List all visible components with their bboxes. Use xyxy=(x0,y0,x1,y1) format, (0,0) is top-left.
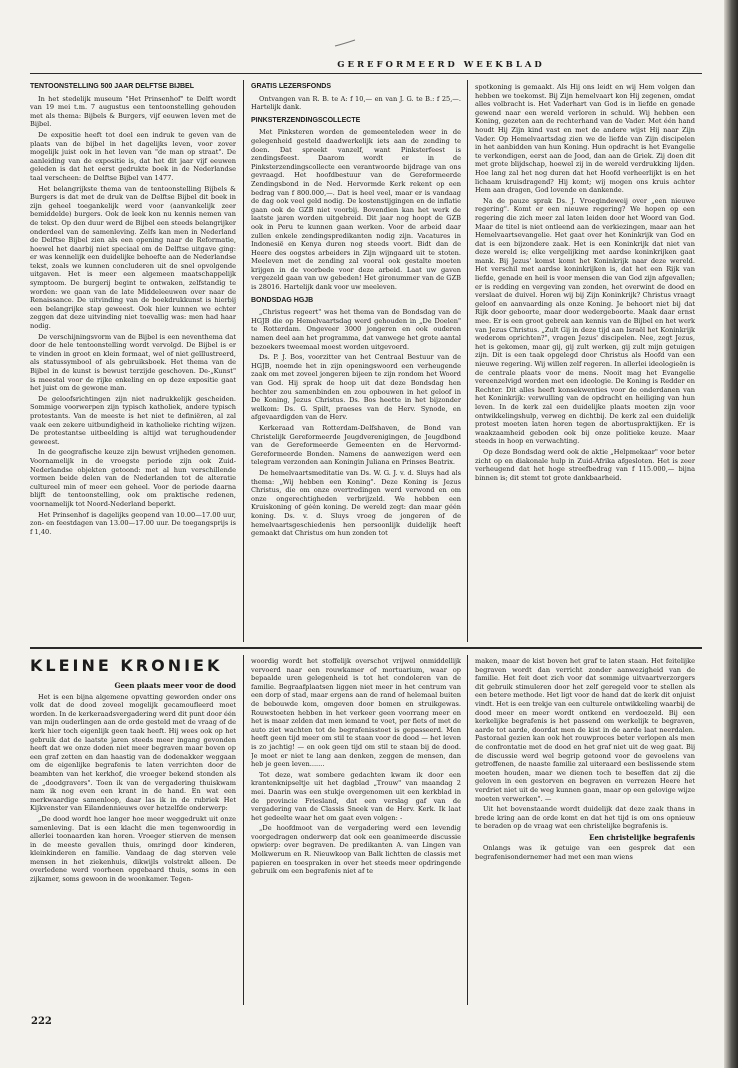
kroniek-paragraph: „De hoofdmoot van de vergadering werd een levendig voorgedragen onderwerp dat ook een geanimeerde discussie opwierp: over begraven. De predikanten A. van Lingen van Molkwerum en R. Nieuwkoop van Balk lichtten de classis met papieren en toespraken in over het steeds meer opdringende gebruik om een begrafenis niet af te xyxy=(251,824,461,876)
collection-paragraph: Met Pinksteren worden de gemeenteleden weer in de gelegenheid gesteld daadwerkelijk iets aan de zending te doen. Dat spreekt vanzelf, want Pinksterfeest is zendingsfeest. Daarom wordt er in de Pinksterzendingscollecte een verantwoorde bijdrage van ons gevraagd. Het hoofdbestuur van de Gereformeerde Zendingsbond in de Ned. Hervormde Kerk rekent op een bedrag van f 800.000,—. Dat is heel veel, maar er is vandaag de dag ook veel geld nodig. De kostenstijgingen en de inflatie gaan ook de GZB niet voorbij. Bovendien kan het werk de laatste jaren worden uitgebreid. Dit jaar nog hoopt de GZB ook in Peru te kunnen gaan werken. Voor de arbeid daar zullen enkele zendingspredikanten nodig zijn. Vacatures in Indonesië en Kenya duren nog steeds voort. Bidt dan de Heere des oogstes arbeiders in Zijn wijngaard uit te stoten. Meeleven met de zending zal vooral ook gestalte moeten krijgen in de voorbede voor deze arbeid. Laat uw gaven vergezeld gaan van uw gebeden! Het gironummer van de GZB is 28016. Hartelijk dank voor uw meeleven. xyxy=(251,128,461,292)
kroniek-paragraph: Het is een bijna algemene opvatting geworden onder ons volk dat de dood zoveel mogelijk gecamoufleerd moet worden. In de kerkeraadsvergadering werd dit punt door één van mijn ouderlingen aan de orde gesteld met de vraag of de kerk hier toch eigenlijk geen taak heeft. Hij wees ook op het gebruik dat de laatste jaren steeds meer ingang gevonden heeft dat we onze doden niet meer begraven maar boven op een graf zetten en dan haastig van de dodenakker weggaan om de eigenlijke begrafenis te laten verrichten door de beambten van het kerkhof, die vroeger bekend stonden als de „doodgravers". Toen ik van de vergadering thuiskwam nam ik nog even een krant in de hand. En wat een merkwaardige samenloop, daar las ik in de rubriek Het Kijkvenster van Eilandennieuws over hetzelfde onderwerp: xyxy=(30,692,236,813)
collection-title: PINKSTERZENDINGSCOLLECTE xyxy=(251,116,361,124)
exhibition-paragraph: In het stedelijk museum "Het Prinsenhof" te Delft wordt van 19 mei t.m. 7 augustus een tentoonstelling gehouden met als thema: Bijbels & Burgers, vijf eeuwen leven met de Bijbel. xyxy=(30,94,236,129)
kroniek-paragraph: woordig wordt het stoffelijk overschot vrijwel onmiddellijk vervoerd naar een rouwkamer of mortuarium, waar op bepaalde uren gelegenheid is tot het condoleren van de familie. Begraafplaatsen liggen niet meer in het centrum van een dorp of stad, maar ergens aan de rand of helemaal buiten de bebouwde kom, omgeven door bomen en struikgewas. Rouwstoeten hebben in het verkeer geen voorrang meer en het is maar zelden dat men iemand te voet, per fiets of met de auto ziet wachten tot de begrafenisstoet is gepasseerd. Men heeft geen tijd meer om stil te staan voor de dood — het leven is zo jachtig! — en ook geen tijd om stil te staan bij de dood. Je moet er niet te lang aan denken, zeggen de mensen, dan heb je geen leven....... xyxy=(251,657,461,769)
kroniek-subheading: Een christelijke begrafenis xyxy=(589,832,695,842)
book-spine-shadow xyxy=(724,0,738,1068)
section-rule xyxy=(30,647,702,649)
pen-mark-icon xyxy=(333,38,357,48)
bondsdag-paragraph: Ds. P. J. Bos, voorzitter van het Centraal Bestuur van de HGJB, noemde het in zijn openingswoord een verheugende zaak om met zoveel jongeren bijeen te zijn rondom het Woord van God. Hij sprak de hoop uit dat deze Bondsdag hen hechter zou samenbinden en zou opbouwen in het geloof in De Koning, Jezus Christus. Ds. Bos heette in het bijzonder welkom: Ds. G. Spilt, praeses van de Herv. Synode, en afgevaardigden van de Herv. xyxy=(251,353,461,422)
column-kroniek-c xyxy=(475,657,695,1005)
kroniek-subtitle: Geen plaats meer voor de dood xyxy=(114,681,236,690)
bondsdag-title: BONDSDAG HGJB xyxy=(251,296,314,304)
fund-paragraph: Ontvangen van R. B. te A: f 10,— en van J. G. te B.: f 25,—. Hartelijk dank. xyxy=(251,94,461,112)
kroniek-paragraph: maken, maar de kist boven het graf te laten staan. Het feitelijke begraven wordt dan verricht zonder aanwezigheid van de familie. Het feit doet zich voor dat sommige uitvaartverzorgers dit gebruik stimuleren door het zelf geregeld voor te stellen als een betere methode. Het ligt voor de hand dat de kerk dit onjuist vindt. Het is een trekje van een culturele ontwikkeling waarbij de dood meer en meer wordt ontkend en verdoezeld. Bij een kerkelijke begrafenis is het passend om werkelijk te begraven, aarde tot aarde, doordat men de kist in de aarde laat neerdalen. Pastoraal gezien kan ook het rouwproces beter verlopen als men de confrontatie met de dood en het graf niet uit de weg gaat. Bij de discussie werd wel begrip getoond voor de gevoelens van getroffenen, de naaste familie zal uiteraard een beslissende stem moeten houden, maar we dienen toch te beseffen dat zij die geloven in een gestorven en begraven en verrezen Heere het verdriet niet uit de weg kunnen gaan, maar op een gelovige wijze moeten verwerken". — xyxy=(475,657,695,803)
column-divider xyxy=(467,80,468,642)
exhibition-paragraph: De expositie heeft tot doel een indruk te geven van de plaats van de bijbel in het dagelijks leven, voor zover mogelijk juist ook in het leven van "de man op straat". De aanleiding van de expositie is, dat het dit jaar vijf eeuwen geleden is dat het eerst gedrukte boek in de Nederlandse taal verscheen: de Delftse Bijbel van 1477. xyxy=(30,130,236,182)
column-divider xyxy=(467,655,468,1005)
bondsdag-paragraph: Kerkeraad van Rotterdam-Delfshaven, de Bond van Christelijk Gereformeerde Jeugdverenigingen, de Jeugdbond van de Gereformeerde Gemeenten en de Hervormd-Gereformeerde Bonden. Namens de aanwezigen werd een telegram verzonden aan Koningin Juliana en Prinses Beatrix. xyxy=(251,423,461,467)
bondsdag-paragraph: „Christus regeert" was het thema van de Bondsdag van de HGJB die op Hemelvaartsdag werd gehouden in „De Doelen" te Rotterdam. Ongeveer 3000 jongeren en ook ouderen namen deel aan het programma, dat vanwege het grote aantal bezoekers tweemaal moest worden uitgevoerd. xyxy=(251,308,461,351)
column-divider xyxy=(243,80,244,642)
column-divider xyxy=(243,655,244,1005)
bondsdag-cont-paragraph: Na de pauze sprak Ds. J. Vroegindeweij over „een nieuwe regering". Komt er een nieuwe regering? We hopen op een regering die zich meer zal laten leiden door het Woord van God. Maar de titel is niet ontleend aan de verkiezingen, maar aan het Hemelvaartsevangelie. Het gaat over het Koninkrijk van God en dat is een bijzondere zaak. Het is een Koninkrijk dat niet van deze wereld is; elke vergelijking met aardse koninkrijken gaat mank. Bij Jezus' komst komt het Koninkrijk naar deze wereld. Het verschil met aardse koninkrijken is, dat het een Rijk van liefde, genade en heil is voor mensen die van God zijn afgevallen; er is redding en vergeving van zonden, het overwint de dood en verslaat de duivel. Horen wij bij Zijn Koninkrijk? Christus vraagt geloof en aanvaarding als onze Koning. Je behoort niet bij dat Rijk door geboorte, maar door wedergeboorte. Maak daar ernst mee. Er is een groot gebrek aan kennis van de Bijbel en het werk van Jezus Christus. „Zult Gij in deze tijd aan Israël het Koninkrijk wederom oprichten?", vragen Jezus' discipelen. Nee, zegt Jezus, het is gekomen, maar gij, gij zult werken, gij zult mijn getuigen zijn. Dit is een taak opgelegd door Christus als Hoofd van een nieuwe regering. Wij willen zelf regeren. In allerlei ideologieën is de centrale plaats voor de mens. Nooit mag het Evangelie vereenzelvigd worden met een ideologie. De Koning is Redder en Rechter. Dit alles heeft konsekwenties voor de onderdanen van het Koninkrijk: verwulling van de opdracht en heiliging van hun leven. In de kerk zal een duidelijke plaats moeten zijn voor ontwikkelingshulp, verweg en dichtbij. De kerk zal een duidelijk protest moeten laten horen tegen de abortuspraktijken. Er is waakzaamheid geboden ook bij onze politieke keuze. Maar steeds in hoop en verwachting. xyxy=(475,196,695,446)
column-kroniek-b xyxy=(251,657,461,1005)
kroniek-paragraph: Onlangs was ik getuige van een gesprek dat een begrafenisondernemer had met een man wiens xyxy=(475,844,695,862)
exhibition-paragraph: De verschijningsvorm van de Bijbel is een neventhema dat door de hele tentoonstelling wordt vervolgd. De Bijbel is er te vinden in groot en klein formaat, wel of niet geïllustreerd, als statussymbool of als gebruiksboek. Het thema van de Bijbel in de kunst is bewust terzijde geschoven. De-„Kunst" is meestal voor de rijke enkeling en op deze expositie gaat het juist om de gewone man. xyxy=(30,332,236,393)
bondsdag-paragraph: De hemelvaartsmeditatie van Ds. W. G. J. v. d. Sluys had als thema: „Wij hebben een Koning". Deze Koning is Jezus Christus, die om onze overtredingen werd verwond en om onze ongerechtigheden verbrijzeld. We hebben een Kruiskoning of géén koning. De wereld zegt: dan maar géén koning. Ds. v. d. Sluys vroeg de jongeren of de hemelvaartsgeschiedenis hen persoonlijk duidelijk heeft gemaakt dat Christus om hun zonden tot xyxy=(251,468,461,538)
exhibition-title: TENTOONSTELLING 500 JAAR DELFTSE BIJBEL xyxy=(30,83,195,90)
exhibition-paragraph: Het Prinsenhof is dagelijks geopend van 10.00—17.00 uur, zon- en feestdagen van 13.00—17.00 uur. De toegangsprijs is f 1,40. xyxy=(30,510,236,536)
exhibition-paragraph: De geloofsrichtingen zijn niet nadrukkelijk gescheiden. Sommige voorwerpen zijn typisch katholiek, andere typisch protestants. Van de meeste is het niet te definiëren, al zal vaak een zekere uitbundigheid in katholieke richting wijzen. De protestantse uitbeelding is altijd wat terughoudender geweest. xyxy=(30,394,236,446)
bondsdag-cont-paragraph: spotkoning is gemaakt. Als Hij ons leidt en wij Hem volgen dan hebben we toekomst. Bij Zijn hemelvaart kon Hij zegenen, omdat alles volbracht is. Het Vaderhart van God is in liefde en genade gewend naar een wereld verloren in schuld. Wij hebben een Koning, gezeten aan de rechterhand van de Vader. Met één hand houdt Hij Zijn kind vast en met de andere wijst Hij naar Zijn Vader. Op Hemelvaartsdag zien we de liefde van Zijn discipelen in het aanbidden van hun Koning. Hun opdracht is het Evangelie te verkondigen, eerst aan de Jood, dan aan de Griek. Zij doen dit met grote blijdschap, hoewel zij in de wereld verdrukking lijden. Hoe lang zal het nog duren dat het Hoofd verheerlijkt is en het lichaam kruisdragend? Hij komt; wij mogen ons kruis achter Hem aan dragen, God lovende en dankende. xyxy=(475,83,695,195)
masthead-title: GEREFORMEERD WEEKBLAD xyxy=(337,60,545,70)
kroniek-paragraph: „De dood wordt hoe langer hoe meer weggedrukt uit onze samenleving. Dat is een klacht die men tegenwoordig in allerlei toonaarden kan horen. Vroeger stierven de mensen in de meeste gevallen thuis, omringd door kinderen, kleinkinderen en familie. Vandaag de dag sterven vele mensen in het ziekenhuis, dikwijls volstrekt alleen. De overledene werd voorheen opgebaard thuis, soms in een zijkamer, soms gewoon in de woonkamer. Tegen- xyxy=(30,814,236,884)
exhibition-paragraph: In de geografische keuze zijn bewust vrijheden genomen. Voornamelijk in de vroegste periode zijn ook Zuid-Nederlandse objekten getoond: met al hun verschillende vormen beide delen van de Nederlanden tot de alteratie cultureel min of meer een geheel. Voor de periode daarna blijft de tentoonstelling, ook om praktische redenen, voornamelijk tot Noord-Nederland beperkt. xyxy=(30,448,236,508)
column-kroniek-a xyxy=(30,679,236,1004)
page-number: 222 xyxy=(31,1016,52,1027)
column-news xyxy=(251,83,461,641)
kroniek-paragraph: Tot deze, wat sombere gedachten kwam ik door een krantenknipseltje uit het dagblad „Trouw" van maandag 2 mei. Daarin was een stukje overgenomen uit een kerkblad in de provincie Friesland, dat een verslag gaf van de vergadering van de Classis Sneek van de Herv. Kerk. Ik laat het gedeelte waar het om gaat even volgen: - xyxy=(251,770,461,822)
kroniek-banner: KLEINE KRONIEK xyxy=(30,656,223,675)
bondsdag-cont-paragraph: Op deze Bondsdag werd ook de aktie „Helpmekaar" voor beter zicht op en diakonale hulp in Zuid-Afrika afgesloten. Het is zeer verheugend dat het hoge streefbedrag van f 115.000,— bijna binnen is; dit stemt tot grote dankbaarheid. xyxy=(475,447,695,482)
fund-title: GRATIS LEZERSFONDS xyxy=(251,83,331,90)
kroniek-paragraph: Uit het bovenstaande wordt duidelijk dat deze zaak thans in brede kring aan de orde komt en dat het tijd is om ons opnieuw te beraden op de vraag wat een christelijke begrafenis is. xyxy=(475,805,695,831)
exhibition-paragraph: Het belangrijkste thema van de tentoonstelling Bijbels & Burgers is dat met de druk van de Delftse Bijbel dit boek in zijn geheel toegankelijk werd voor (aanvankelijk zeer bemiddelde) burgers. Ook de leek kon nu kennis nemen van de tekst. Op den duur werd de Bijbel een steeds belangrijker onderdeel van de samenleving. Zelfs kan men in Nederland de Delftse Bijbel zien als een opening naar de Reformatie, hoewel het daarbij niet speciaal om de Delftse uitgave ging: er was kennelijk een duidelijke behoefte aan de Nederlandse tekst, zoals we kunnen concluderen uit de snel opvolgende uitgaven. Het is meer een algemeen maatschappelijk symptoom. De burgerij begint te ontwaken, zelfstandig te worden: we gaan van de late Middeleeuwen over naar de Renaissance. De uitvinding van de boekdrukkunst is hierbij een belangrijke stap geweest. Ook hier kunnen we echter zeggen dat deze uitvinding niet toevallig was: men had haar nodig. xyxy=(30,184,236,331)
column-exhibition xyxy=(30,83,236,641)
column-bondsdag-cont xyxy=(475,83,695,641)
masthead-rule xyxy=(30,73,702,74)
